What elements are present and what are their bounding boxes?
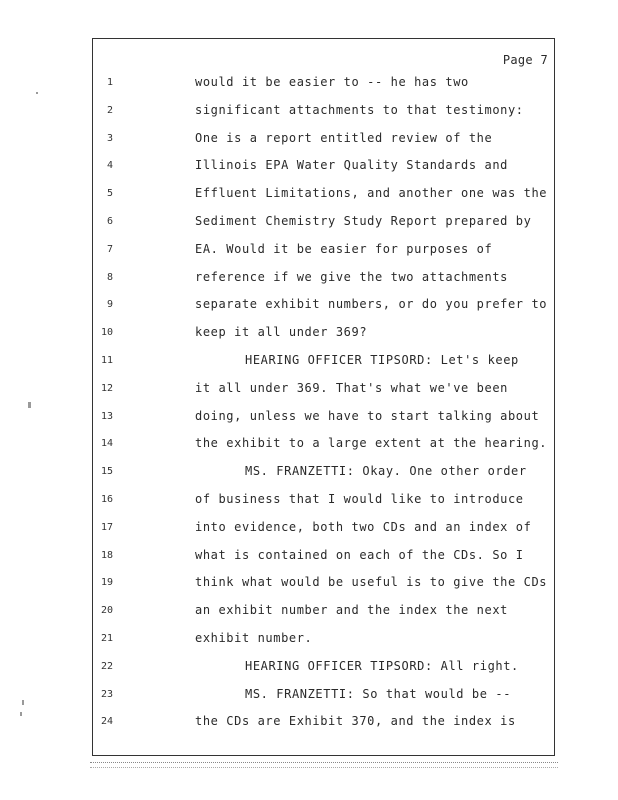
line-number: 23 bbox=[100, 688, 113, 700]
line-text: HEARING OFFICER TIPSORD: All right. bbox=[245, 658, 519, 673]
line-text: Effluent Limitations, and another one was the bbox=[195, 186, 548, 201]
transcript-line bbox=[93, 631, 554, 659]
line-text: the exhibit to a large extent at the hearing. bbox=[195, 436, 548, 451]
transcript-line bbox=[93, 214, 554, 242]
line-number: 1 bbox=[106, 77, 113, 88]
line-number: 8 bbox=[106, 271, 113, 283]
page-number-label: Page 7 bbox=[502, 53, 548, 67]
transcript-line bbox=[93, 492, 554, 520]
transcript-line bbox=[93, 353, 554, 381]
line-text: an exhibit number and the index the next bbox=[195, 603, 508, 618]
line-text: exhibit number. bbox=[195, 631, 313, 645]
transcript-line bbox=[93, 436, 554, 464]
transcript-line bbox=[93, 131, 554, 159]
line-text: EA. Would it be easier for purposes of bbox=[195, 241, 493, 256]
line-number: 20 bbox=[100, 605, 113, 617]
line-number: 17 bbox=[100, 521, 113, 533]
line-text: Sediment Chemistry Study Report prepared by bbox=[195, 214, 532, 228]
line-text: it all under 369. That's what we've been bbox=[195, 380, 508, 395]
transcript-line bbox=[93, 270, 554, 298]
transcript-line bbox=[93, 158, 554, 186]
transcript-line bbox=[93, 75, 554, 103]
scan-speck bbox=[28, 402, 31, 408]
line-text: the CDs are Exhibit 370, and the index is bbox=[195, 714, 516, 729]
transcript-line bbox=[93, 687, 554, 715]
transcript-line bbox=[93, 297, 554, 325]
line-text: what is contained on each of the CDs. So I bbox=[195, 547, 524, 562]
transcript-line bbox=[93, 186, 554, 214]
scan-edge-noise bbox=[90, 762, 558, 768]
line-number: 21 bbox=[100, 633, 113, 644]
transcript-line bbox=[93, 103, 554, 131]
line-number: 11 bbox=[100, 355, 113, 366]
line-text: MS. FRANZETTI: Okay. One other order bbox=[245, 464, 527, 479]
scan-speck bbox=[36, 92, 38, 94]
line-text: significant attachments to that testimony: bbox=[195, 102, 524, 117]
line-number: 7 bbox=[106, 243, 113, 255]
transcript-line bbox=[93, 714, 554, 742]
line-number: 12 bbox=[100, 382, 113, 394]
transcript-line bbox=[93, 548, 554, 576]
line-number: 2 bbox=[106, 104, 113, 116]
line-number: 14 bbox=[100, 438, 113, 450]
scan-speck bbox=[20, 712, 22, 716]
line-number: 10 bbox=[100, 327, 113, 339]
line-number: 15 bbox=[100, 466, 113, 478]
transcript-line bbox=[93, 381, 554, 409]
line-text: of business that I would like to introduce bbox=[195, 492, 524, 506]
transcript-page-frame bbox=[92, 38, 555, 756]
line-text: HEARING OFFICER TIPSORD: Let's keep bbox=[245, 353, 519, 367]
line-text: Illinois EPA Water Quality Standards and bbox=[195, 158, 508, 173]
line-number: 3 bbox=[106, 132, 113, 144]
line-text: think what would be useful is to give the CDs bbox=[195, 575, 548, 590]
line-text: keep it all under 369? bbox=[195, 325, 368, 340]
transcript-line bbox=[93, 603, 554, 631]
transcript-line bbox=[93, 520, 554, 548]
line-number: 4 bbox=[106, 160, 113, 172]
line-text: separate exhibit numbers, or do you prefer to bbox=[195, 297, 548, 312]
line-number: 22 bbox=[100, 660, 113, 672]
line-number: 16 bbox=[100, 494, 113, 505]
line-number: 5 bbox=[106, 188, 113, 200]
transcript-line bbox=[93, 575, 554, 603]
line-text: doing, unless we have to start talking about bbox=[195, 408, 540, 423]
line-text: MS. FRANZETTI: So that would be -- bbox=[245, 686, 512, 701]
scan-speck bbox=[22, 700, 24, 705]
line-number: 6 bbox=[106, 216, 113, 227]
line-text: One is a report entitled review of the bbox=[195, 130, 493, 145]
line-text: into evidence, both two CDs and an index of bbox=[195, 519, 532, 534]
line-number: 24 bbox=[100, 716, 113, 728]
transcript-line bbox=[93, 325, 554, 353]
line-number: 19 bbox=[100, 577, 113, 589]
line-text: would it be easier to -- he has two bbox=[195, 75, 469, 89]
line-text: reference if we give the two attachments bbox=[195, 269, 508, 284]
transcript-line bbox=[93, 242, 554, 270]
transcript-line bbox=[93, 659, 554, 687]
line-number: 18 bbox=[100, 549, 113, 561]
line-number: 13 bbox=[100, 410, 113, 422]
line-number: 9 bbox=[106, 299, 113, 311]
transcript-line bbox=[93, 464, 554, 492]
transcript-line bbox=[93, 409, 554, 437]
